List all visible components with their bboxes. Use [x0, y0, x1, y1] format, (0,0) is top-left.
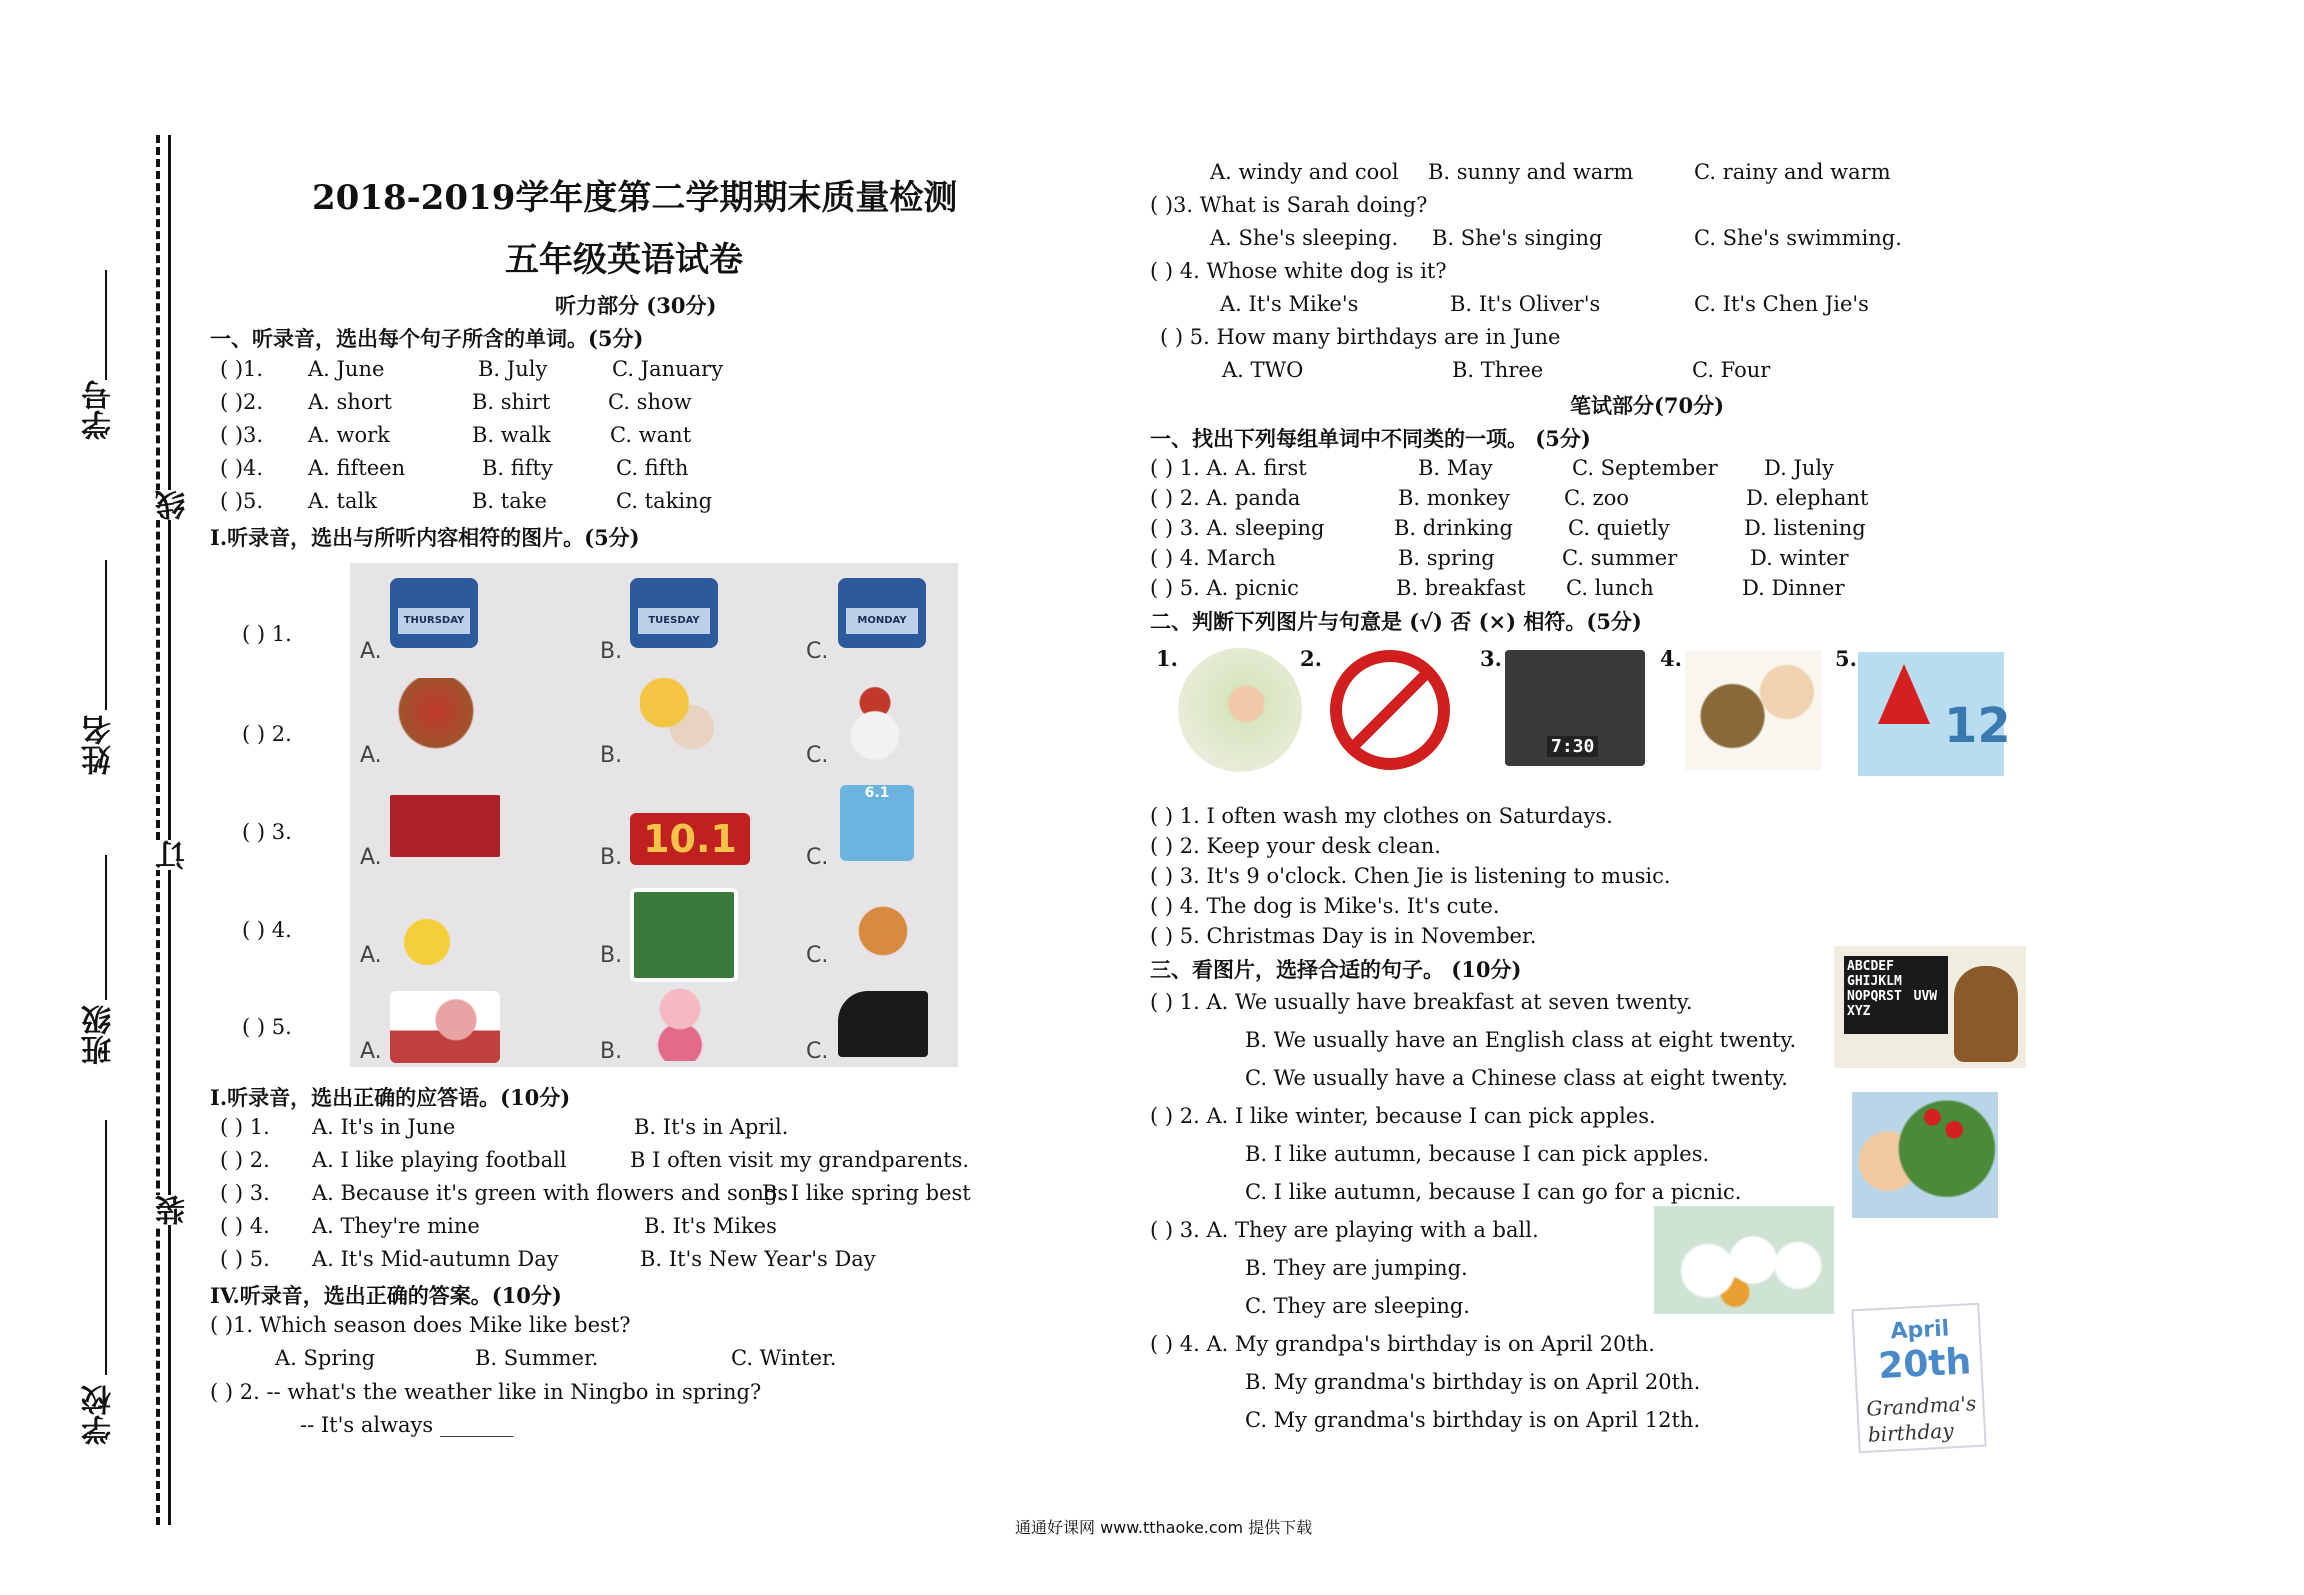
ding-char: 订	[152, 840, 196, 870]
calendar-icon: TUESDAY	[630, 578, 718, 648]
s3-q4-b: B. My grandma's birthday is on April 20th.	[1245, 1370, 1701, 1394]
zhuang-char: 装	[152, 1195, 196, 1225]
radio-boy-image	[1505, 650, 1645, 766]
student-id-blank	[105, 270, 107, 380]
clock-label: 7:30	[1547, 736, 1598, 757]
s3-q1-b: B. We usually have an English class at eight twenty.	[1245, 1028, 1797, 1052]
solid-line-inner	[168, 135, 171, 1525]
name-label: 姓名	[82, 715, 117, 775]
panda-image	[630, 888, 738, 982]
sec4-heading: IV.听录音，选出正确的答案。(10分)	[210, 1283, 562, 1308]
sec2-heading: Ⅰ.听录音，选出与所听内容相符的图片。(5分)	[210, 525, 640, 550]
class-label: 班级	[82, 1005, 117, 1065]
sec3-heading: Ⅰ.听录音，选出正确的应答语。(10分)	[210, 1085, 571, 1110]
autumn-tree-image	[392, 678, 480, 760]
s2-num-3: 3.	[1480, 646, 1502, 671]
bear-blackboard-image	[1834, 946, 2026, 1068]
school-blank	[105, 1120, 107, 1375]
dashed-line-outer	[156, 135, 160, 1525]
new-year-card-image	[390, 795, 500, 857]
written-part-label: 笔试部分(70分)	[1570, 393, 1725, 418]
sec4-q4: ( ) 4. Whose white dog is it?	[1150, 259, 1447, 283]
s3-q4-c: C. My grandma's birthday is on April 12th.	[1245, 1408, 1701, 1432]
school-label: 学校	[82, 1385, 117, 1445]
listening-part-label: 听力部分 (30分)	[555, 293, 717, 318]
sec1-heading: 一、听录音，选出每个句子所含的单词。(5分)	[210, 326, 644, 351]
sec4-q1: ( )1. Which season does Mike like best?	[210, 1313, 631, 1337]
s2-num-1: 1.	[1156, 646, 1178, 671]
s3-q1-a: ( ) 1. A. We usually have breakfast at seven twenty.	[1150, 990, 1693, 1014]
sec2-item-1: ( ) 1.	[242, 622, 292, 646]
xmas-hat-icon	[1878, 664, 1930, 724]
s3-q2-c: C. I like autumn, because I can go for a picnic.	[1245, 1180, 1742, 1204]
sec4-q3: ( )3. What is Sarah doing?	[1150, 193, 1428, 217]
rabbits-image	[1654, 1206, 1834, 1314]
sunny-boy-image	[640, 678, 720, 760]
s3-q2-a: ( ) 2. A. I like winter, because I can pick apples.	[1150, 1104, 1656, 1128]
apple-picking-image	[1852, 1092, 1998, 1218]
s3-q3-c: C. They are sleeping.	[1245, 1294, 1470, 1318]
footer-text: 通通好课网 www.tthaoke.com 提供下载	[1015, 1518, 1313, 1537]
list-item: ( ) 2. Keep your desk clean.	[1150, 834, 1441, 858]
sec4-q5: ( ) 5. How many birthdays are in June	[1160, 325, 1561, 349]
blackboard: ABCDEF GHIJKLM NOPQRST UVW XYZ	[1844, 956, 1948, 1034]
sec2-item-4: ( ) 4.	[242, 918, 292, 942]
childrens-day-image: 6.1	[840, 785, 914, 861]
sec2-item-3: ( ) 3.	[242, 820, 292, 844]
name-blank	[105, 560, 107, 710]
list-item: ( ) 1. I often wash my clothes on Saturdays.	[1150, 804, 1613, 828]
national-day-image: 10.1	[630, 813, 750, 865]
sec2-item-5: ( ) 5.	[242, 1015, 292, 1039]
student-id-label: 学号	[82, 380, 117, 440]
bear-icon	[1954, 966, 2018, 1062]
violin-girl-image	[640, 981, 720, 1061]
list-item: ( ) 4. The dog is Mike's. It's cute.	[1150, 894, 1500, 918]
list-item: ( ) 5. Christmas Day is in November.	[1150, 924, 1537, 948]
s2-num-5: 5.	[1835, 646, 1857, 671]
cat-image	[838, 888, 928, 974]
xmas-date: 12	[1944, 698, 2011, 754]
written-s3-heading: 三、看图片，选择合适的句子。 (10分)	[1150, 957, 1522, 982]
reading-girl-image	[390, 991, 500, 1063]
piano-image	[838, 991, 928, 1057]
sec4-q2-line2: -- It's always _______	[300, 1413, 514, 1437]
sec2-item-2: ( ) 2.	[242, 722, 292, 746]
line-char: 线	[152, 490, 196, 520]
written-s2-heading: 二、判断下列图片与句意是 (√) 否 (×) 相符。(5分)	[1150, 609, 1642, 634]
chick-image	[392, 898, 462, 978]
sec4-q2: ( ) 2. -- what's the weather like in Ningbo in spring?	[210, 1380, 762, 1404]
s2-num-2: 2.	[1300, 646, 1322, 671]
s2-num-4: 4.	[1660, 646, 1682, 671]
s3-q4-a: ( ) 4. A. My grandpa's birthday is on April 20th.	[1150, 1332, 1655, 1356]
written-s1-heading: 一、找出下列每组单词中不同类的一项。 (5分)	[1150, 426, 1591, 451]
class-blank	[105, 855, 107, 1000]
no-books-sign-image	[1330, 650, 1450, 770]
calendar-icon: THURSDAY	[390, 578, 478, 648]
christmas-calendar-image	[1858, 652, 2011, 776]
list-item: ( ) 3. It's 9 o'clock. Chen Jie is listening to music.	[1150, 864, 1671, 888]
birthday-note-image: April 20th Grandma's birthday	[1851, 1303, 1986, 1454]
s3-q3-b: B. They are jumping.	[1245, 1256, 1468, 1280]
calendar-icon: MONDAY	[838, 578, 926, 648]
exam-title: 2018-2019学年度第二学期期末质量检测	[312, 178, 958, 218]
exam-subtitle: 五年级英语试卷	[505, 240, 743, 280]
picture-panel: THURSDAY TUESDAY MONDAY 10.1 6.1 A. B. C. A. B. C. A. B. C. A. B. C. A. B. C.	[350, 563, 958, 1067]
s3-q2-b: B. I like autumn, because I can pick apples.	[1245, 1142, 1710, 1166]
s3-q3-a: ( ) 3. A. They are playing with a ball.	[1150, 1218, 1539, 1242]
snowman-image	[840, 678, 910, 760]
dog-boy-image	[1685, 650, 1821, 770]
cleaning-girl-image	[1178, 648, 1302, 772]
s3-q1-c: C. We usually have a Chinese class at eight twenty.	[1245, 1066, 1788, 1090]
